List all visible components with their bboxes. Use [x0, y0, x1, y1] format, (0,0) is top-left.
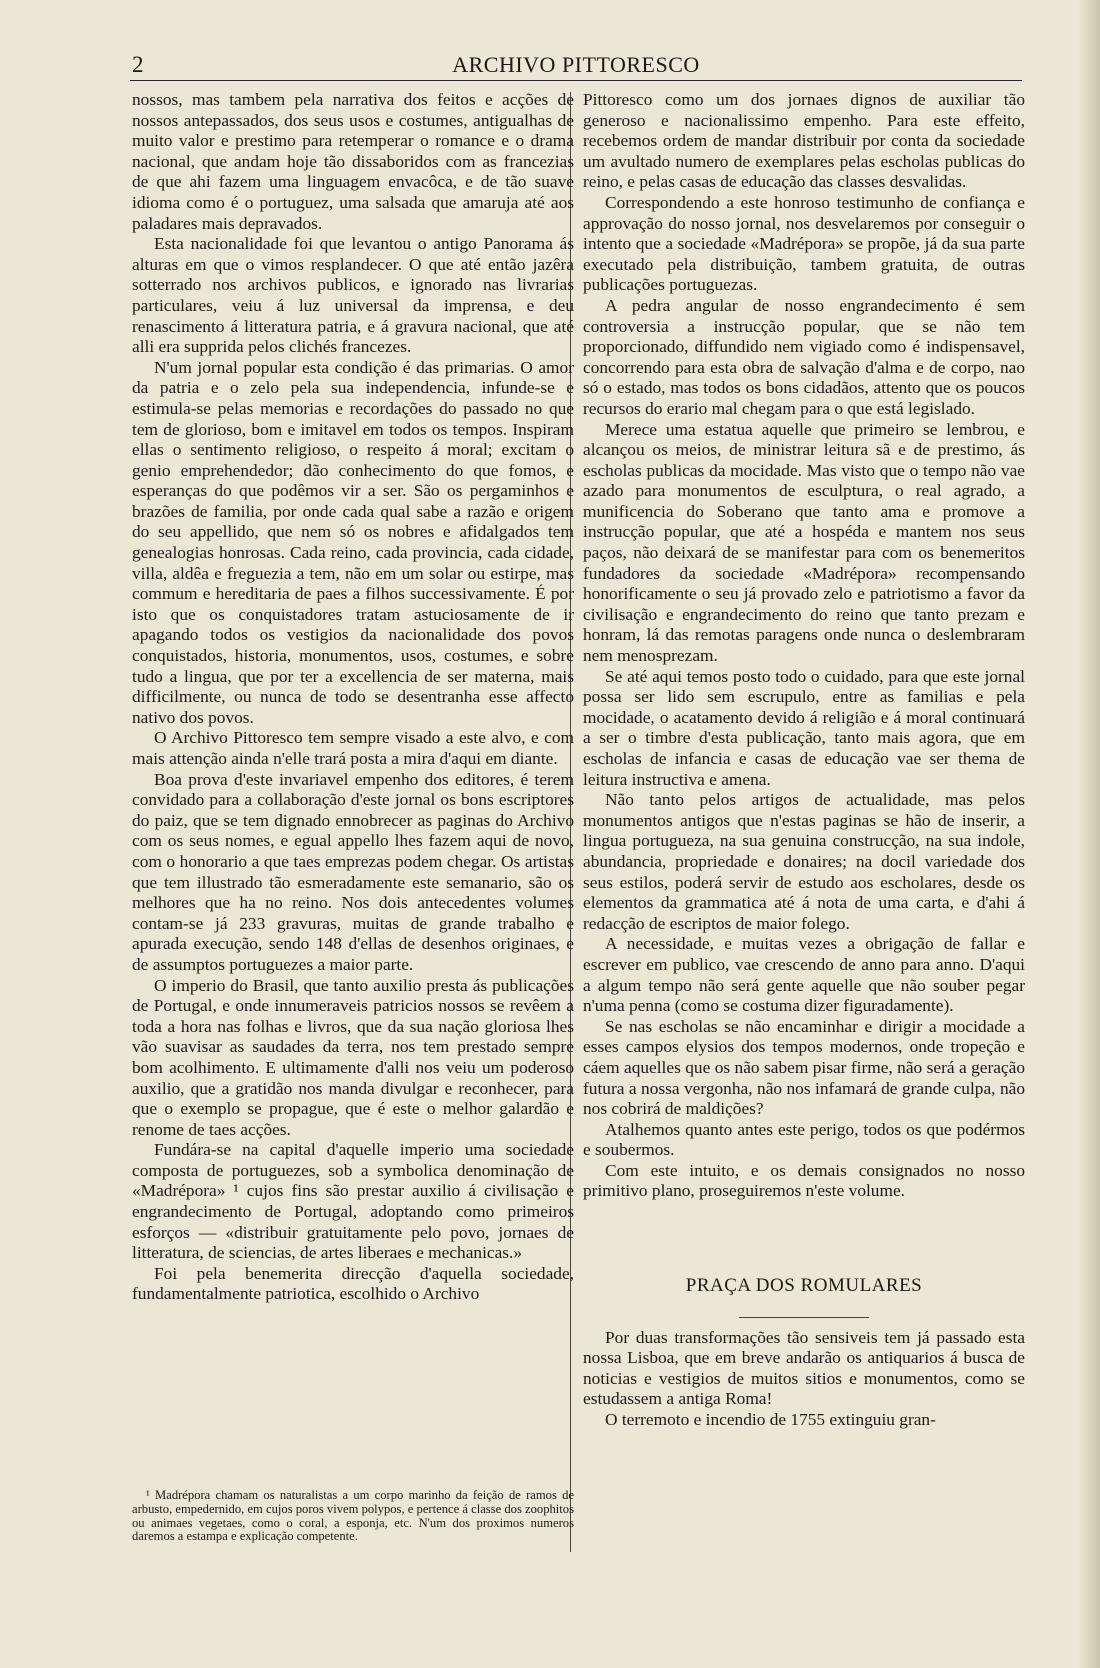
section-title: PRAÇA DOS ROMULARES [685, 1275, 923, 1297]
paragraph: O imperio do Brasil, que tanto auxilio presta ás publicações de Portugal, e onde innumeraveis patricios nossos se revêem a toda a hora nas folhas e livros, que da sua nação gloriosa lhes vão suavisar as saudades da terra, nos tem prestado sempre bom acolhimento. E ultimamente d'alli nos veiu um poderoso auxilio, que a gratidão nos manda divulgar e reconhecer, para que o exemplo se propague, que é este o melhor galardão e renome de taes acções. [132, 975, 574, 1139]
paragraph: A pedra angular de nosso engrandecimento é sem controversia a instrucção popular, que se não tem proporcionado, diffundido nem vigiado como é indispensavel, concorrendo para esta obra de salvação d'alma e de corpo, nao só o estado, mas todos os bons cidadãos, attento que os poucos recursos do erario mal chegam para o que está legislado. [583, 295, 1025, 418]
page-number: 2 [132, 52, 144, 77]
footnote [132, 1489, 574, 1544]
section-paragraph: Por duas transformações tão sensiveis tem já passado esta nossa Lisboa, que em breve andarão os antiquarios á busca de noticias e vestigios de muitos sitios e monumentos, como se estudassem a antiga Roma! [583, 1327, 1025, 1409]
paragraph: Esta nacionalidade foi que levantou o antigo Panorama ás alturas em que o vimos resplandecer. O que até então jazêra sotterrado nos archivos publicos, e ignorado nas livrarias particulares, veiu á luz universal da imprensa, e deu renascimento á litteratura patria, e á gravura nacional, que até alli era supprida pelos clichés francezes. [132, 234, 574, 357]
paragraph: Correspondendo a este honroso testimunho de confiança e approvação do nosso jornal, nos desvelaremos por conseguir o intento que a sociedade «Madrépora» se propõe, já da sua parte executado pela distribuição, tambem gratuita, de outras publicações portuguezas. [583, 192, 1025, 295]
paragraph: A necessidade, e muitas vezes a obrigação de fallar e escrever em publico, vae crescendo de anno para anno. D'aqui a algum tempo não será gente aquelle que não souber pegar n'uma penna (como se costuma dizer figuradamente). [583, 934, 1025, 1016]
section-rule [739, 1317, 869, 1318]
paragraph: Boa prova d'este invariavel empenho dos editores, é terem convidado para a collaboração d'este jornal os bons escriptores do paiz, que se tem dignado ennobrecer as paginas do Archivo com os seus nomes, e egual appello lhes fazem aqui de novo, com o honorario a que taes emprezas podem chegar. Os artistas que tem illustrado tão esmeradamente este semanario, são os melhores que ha no reino. Nos dois antecedentes volumes contam-se já 233 gravuras, muitas de grande trabalho e apurada execução, sendo 148 d'ellas de desenhos originaes, e de assumptos portuguezes a maior parte. [132, 769, 574, 974]
running-title: ARCHIVO PITTORESCO [452, 52, 700, 77]
paragraph: Atalhemos quanto antes este perigo, todos os que podérmos e soubermos. [583, 1119, 1025, 1160]
paragraph: Não tanto pelos artigos de actualidade, mas pelos monumentos antigos que n'estas paginas se hão de inserir, a lingua portugueza, na sua genuina construcção, na sua indole, abundancia, propriedade e donaires; na docil variedade dos seus estilos, poderá servir de estudo aos escholares, desde os elementos da grammatica até á nota de uma carta, e d'ahi á redacção de escriptos de maior folego. [583, 790, 1025, 933]
footnote-text: ¹ Madrépora chamam os naturalistas a um corpo marinho da feição de ramos de arbusto, empedernido, em cujos poros vivem polypos, e pertence á classe dos zoophitos ou animaes vegetaes, como o coral, a esponja, etc. N'um dos proximos numeros daremos a estampa e explicação competente. [132, 1488, 574, 1544]
paragraph: nossos, mas tambem pela narrativa dos feitos e acções de nossos antepassados, dos seus usos e costumes, antigualhas de muito valor e prestimo para retemperar o romance e o drama nacional, que andam hoje tão dissaboridos com as francezias de que ahi fazem uma linguagem envacôca, e de tão suave idioma como é o portuguez, uma salsada que amaruja até aos paladares mais depravados. [132, 90, 574, 233]
section-paragraph: O terremoto e incendio de 1755 extinguiu gran- [605, 1410, 936, 1430]
paragraph: Foi pela benemerita direcção d'aquella sociedade, fundamentalmente patriotica, escolhido o Archivo [132, 1263, 574, 1304]
page-edge [1078, 0, 1100, 1668]
page-header [130, 50, 1022, 81]
paragraph: Merece uma estatua aquelle que primeiro se lembrou, e alcançou os meios, de ministrar leitura sã e de prestimo, ás escholas publicas da mocidade. Mas visto que o tempo não vae azado para monumentos de esculptura, o real agrado, a munificencia do Soberano que tanto ama e promove a instrucção popular, que até a hospéda e mantem nos seus paços, não deixará de se manifestar para com os benemeritos fundadores da sociedade «Madrépora» recompensando honorificamente o seu já provado zelo e patriotismo a favor da civilisação e engrandecimento do reino que tanto prezam e honram, lá das remotas paragens onde nunca o deslembraram nem menosprezam. [583, 419, 1025, 666]
paragraph: Se até aqui temos posto todo o cuidado, para que este jornal possa ser lido sem escrupulo, entre as familias e pela mocidade, o acatamento devido á religião e á moral continuará a ser o timbre d'esta publicação, tanto mais agora, que em escholas de infancia e casas de educação vae ser thema de leitura instructiva e amena. [583, 666, 1025, 789]
paragraph: Se nas escholas se não encaminhar e dirigir a mocidade a esses campos elysios dos tempos modernos, onde tropeção e cáem aquelles que os não sabem pisar firme, não será a geração futura a nossa vergonha, não nos infamará de grande culpa, não nos cobrirá de maldições? [583, 1016, 1025, 1119]
paragraph: O Archivo Pittoresco tem sempre visado a este alvo, e com mais attenção ainda n'elle trará posta a mira d'aqui em diante. [132, 728, 574, 768]
paragraph: Fundára-se na capital d'aquelle imperio uma sociedade composta de portuguezes, sob a symbolica denominação de «Madrépora» ¹ cujos fins são prestar auxilio á civilisação e engrandecimento de Portugal, adoptando como primeiros esforços — «distribuir gratuitamente pelo povo, jornaes de litteratura, de sciencias, de artes liberaes e mechanicas.» [132, 1140, 574, 1263]
paragraph: Pittoresco como um dos jornaes dignos de auxiliar tão generoso e nacionalissimo empenho. Para este effeito, recebemos ordem de mandar distribuir por conta da sociedade um avultado numero de exemplares pelas escholas publicas do reino, e pelas casas de educação das classes desvalidas. [583, 90, 1025, 192]
paragraph: Com este intuito, e os demais consignados no nosso primitivo plano, proseguiremos n'este volume. [583, 1160, 1025, 1201]
paragraph: N'um jornal popular esta condição é das primarias. O amor da patria e o zelo pela sua independencia, infunde-se e estimula-se pelas memorias e recordações do passado no que tem de glorioso, bom e imitavel em todos os tempos. Inspiram ellas o sentimento religioso, o respeito á moral; excitam o genio emprehendedor; dão conhecimento do que fomos, e esperanças do que podêmos vir a ser. São os pergaminhos e brazões de familia, por onde cada qual sabe a razão e origem do seu appellido, que nem só os nobres e afidalgados tem genealogias honrosas. Cada reino, cada provincia, cada cidade, villa, aldêa e freguezia a tem, não em um solar ou estirpe, mas commum e hereditaria de paes a filhos successivamente. É por isto que os conquistadores tratam astuciosamente de ir apagando todos os vestigios da nacionalidade dos povos conquistados, historia, monumentos, usos, costumes, e sobre tudo a lingua, que por ter a excellencia de ser materna, mais difficilmente, ou nunca de todo se desentranha esse affecto nativo dos povos. [132, 357, 574, 727]
left-column [132, 90, 574, 1305]
right-column [583, 90, 1025, 1431]
